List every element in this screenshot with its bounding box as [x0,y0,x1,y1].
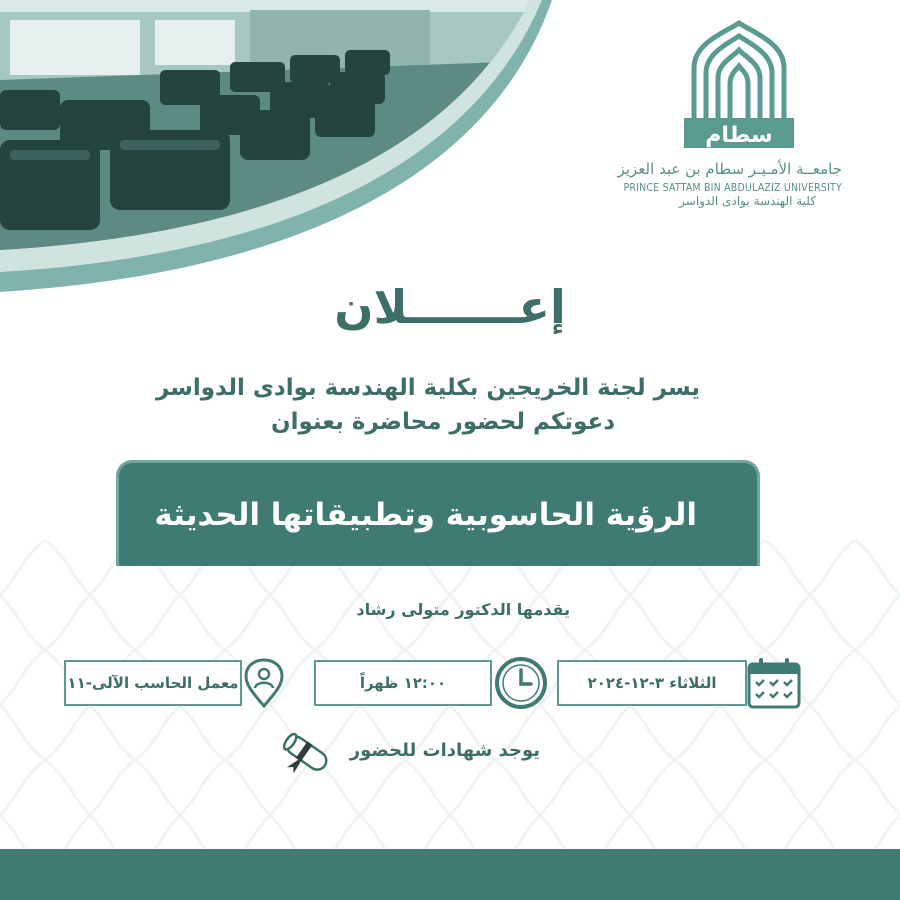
date-box: الثلاثاء ٣-١٢-٢٠٢٤ [557,660,747,706]
time-box: ١٢:٠٠ ظهراً [314,660,492,706]
university-name-arabic: جامعــة الأمـيـر سطام بن عبد العزيز [617,160,842,178]
lecture-title: الرؤية الحاسوبية وتطبيقاتها الحديثة [154,496,697,533]
certificate-icon [276,724,336,784]
announcement-headline: إعـــــــلان [334,280,566,334]
location-icon [244,658,284,708]
calendar-icon [746,656,802,710]
logo-arch-mark [684,18,794,158]
intro-line-2: دعوتكم لحضور محاضرة بعنوان [270,409,615,435]
university-logo [617,10,860,210]
university-name-english: PRINCE SATTAM BIN ABDULAZIZ UNIVERSITY [623,182,842,194]
intro-line-1: يسر لجنة الخريجين بكلية الهندسة بوادى الدواسر [155,375,700,401]
footer-bar [0,849,900,900]
lecture-title-banner [116,460,760,566]
clock-icon [494,656,548,710]
college-name: كلية الهندسة بوادى الدواسر [679,194,816,208]
certificates-note: يوجد شهادات للحضور [349,740,540,761]
lecture-hall-photo [0,0,560,300]
location-box: معمل الحاسب الآلى-١١ [64,660,242,706]
logo-word: سطام [705,123,773,148]
presenter-line: يقدمها الدكتور متولى رشاد [356,600,570,619]
